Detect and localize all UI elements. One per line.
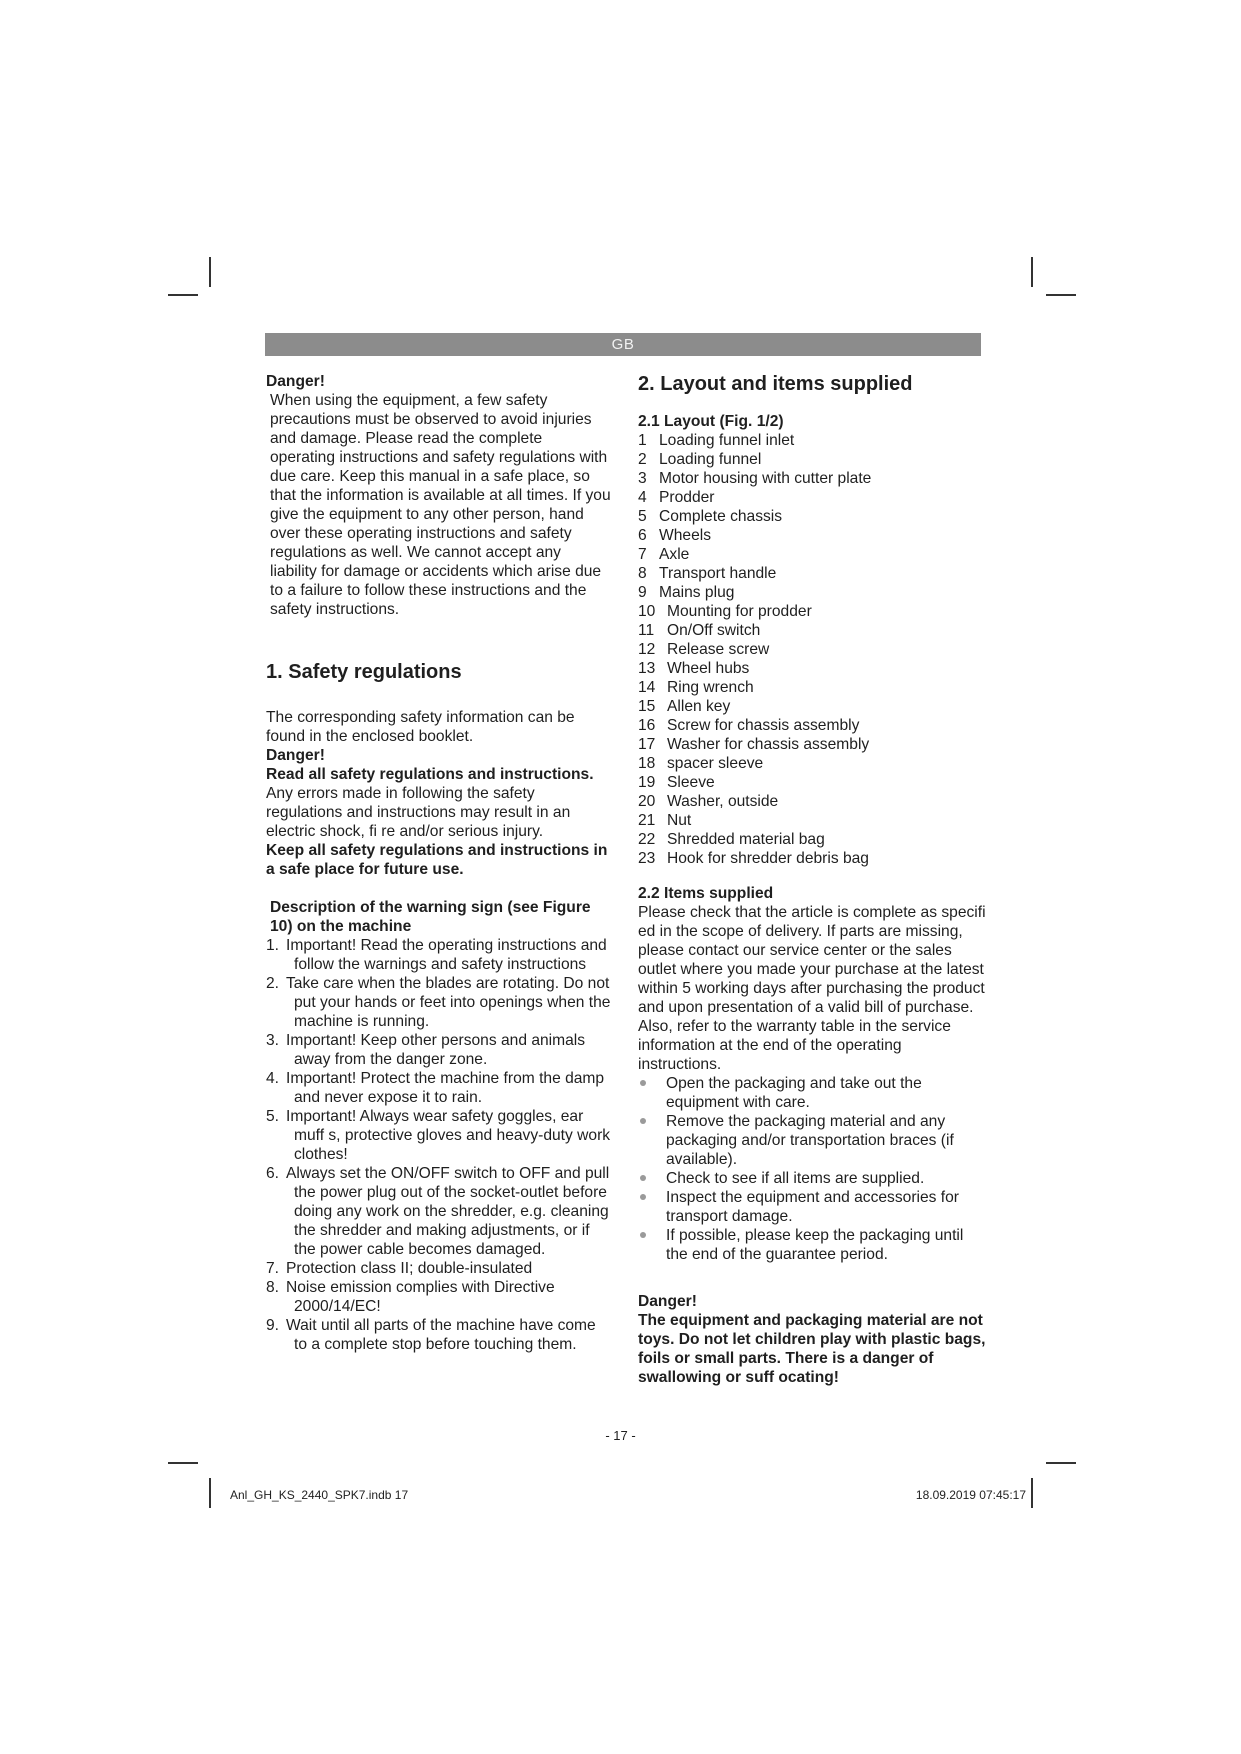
right-column: [638, 372, 988, 1387]
language-header-bar: GB: [265, 333, 981, 356]
list-item: 13 Wheel hubs: [638, 660, 750, 677]
list-item: 5 Complete chassis: [638, 508, 783, 525]
layout-subtitle: 2.1 Layout (Fig. 1/2): [638, 413, 784, 430]
list-item: 17 Washer for chassis assembly: [638, 736, 870, 753]
section-1-title: 1. Safety regulations: [266, 661, 462, 683]
crop-mark: [209, 257, 211, 287]
danger-heading: Danger!: [638, 1293, 697, 1310]
list-item: 2. Take care when the blades are rotating. Do not put your hands or feet into openings when the machine is running.: [266, 975, 611, 1030]
list-item: 4 Prodder: [638, 489, 715, 506]
crop-mark: [1031, 257, 1033, 287]
page-number: - 17 -: [605, 1428, 636, 1443]
danger-heading: Danger!: [266, 373, 325, 390]
crop-mark: [1046, 1462, 1076, 1464]
list-item: 9. Wait until all parts of the machine have come to a complete stop before touching them.: [266, 1317, 596, 1353]
list-item: 8 Transport handle: [638, 565, 777, 582]
items-checklist: [638, 1074, 988, 1264]
list-item: 12 Release screw: [638, 641, 770, 658]
crop-mark: [209, 1478, 211, 1508]
list-item: 15 Allen key: [638, 698, 731, 715]
crop-mark: [168, 294, 198, 296]
crop-mark: [168, 1462, 198, 1464]
list-item: 18 spacer sleeve: [638, 755, 764, 772]
list-item: 1 Loading funnel inlet: [638, 432, 795, 449]
section-2-title: 2. Layout and items supplied: [638, 373, 913, 395]
read-all-instructions: Read all safety regulations and instructions.: [266, 766, 594, 783]
list-item: 8. Noise emission complies with Directive 2000/14/EC!: [266, 1279, 555, 1315]
warning-sign-title: Description of the warning sign (see Figure 10) on the machine: [270, 899, 591, 935]
list-item: 6. Always set the ON/OFF switch to OFF and pull the power plug out of the socket-outlet before doing any work on the shredder, e.g. cleaning the shredder and making adjustments, or if the power cable becomes damaged.: [266, 1165, 610, 1258]
list-item: 2 Loading funnel: [638, 451, 762, 468]
items-supplied-text: Please check that the article is complete as specifi ed in the scope of delivery. If parts are missing, please contact our service center or the sales outlet where you made your purchase at the latest within 5 working days after purchasing the product and upon presentation of a valid bill of purchase. Also, refer to the warranty table in the service information at the end of the operating instructions.: [638, 904, 986, 1073]
errors-warning-text: Any errors made in following the safety regulations and instructions may result in an electric shock, fi re and/or serious injury.: [266, 785, 571, 840]
list-item: 3. Important! Keep other persons and animals away from the danger zone.: [266, 1032, 586, 1068]
list-item: 23 Hook for shredder debris bag: [638, 850, 869, 867]
list-item: 6 Wheels: [638, 527, 711, 544]
items-supplied-subtitle: 2.2 Items supplied: [638, 885, 774, 902]
danger-heading: Danger!: [266, 747, 325, 764]
list-item: 3 Motor housing with cutter plate: [638, 470, 872, 487]
list-item: 7. Protection class II; double-insulated: [266, 1260, 533, 1277]
children-danger-text: The equipment and packaging material are not toys. Do not let children play with plastic bags, foils or small parts. There is a danger of swallowing or suff ocating!: [638, 1312, 986, 1386]
list-item: 7 Axle: [638, 546, 690, 563]
warning-sign-list: [266, 936, 611, 1354]
list-item: 11 On/Off switch: [638, 622, 761, 639]
crop-mark: [1031, 1478, 1033, 1508]
list-item: 19 Sleeve: [638, 774, 715, 791]
list-item: If possible, please keep the packaging until the end of the guarantee period.: [638, 1226, 988, 1264]
list-item: 20 Washer, outside: [638, 793, 779, 810]
list-item: 21 Nut: [638, 812, 692, 829]
danger-intro-text: When using the equipment, a few safety precautions must be observed to avoid injuries and damage. Please read the complete operating instructions and safety regulations with due care. Keep this manual in a safe place, so that the information is available at all times. If you give the equipment to any other person, hand over these operating instructions and safety regulations as well. We cannot accept any liability for damage or accidents which arise due to a failure to follow these instructions and the safety instructions.: [270, 392, 611, 618]
safety-intro-text: The corresponding safety information can be found in the enclosed booklet.: [266, 709, 575, 745]
list-item: 22 Shredded material bag: [638, 831, 825, 848]
list-item: Remove the packaging material and any packaging and/or transportation braces (if available).: [638, 1112, 988, 1169]
list-item: 5. Important! Always wear safety goggles, ear muff s, protective gloves and heavy-duty work clothes!: [266, 1108, 611, 1163]
crop-mark: [1046, 294, 1076, 296]
list-item: Inspect the equipment and accessories for transport damage.: [638, 1188, 988, 1226]
list-item: 9 Mains plug: [638, 584, 735, 601]
parts-list: [638, 431, 988, 868]
list-item: Open the packaging and take out the equipment with care.: [638, 1074, 988, 1112]
left-column: [266, 372, 611, 1354]
footer-file-name: Anl_GH_KS_2440_SPK7.indb 17: [230, 1488, 409, 1502]
list-item: Check to see if all items are supplied.: [638, 1169, 988, 1188]
list-item: 4. Important! Protect the machine from the damp and never expose it to rain.: [266, 1070, 605, 1106]
keep-instructions-text: Keep all safety regulations and instructions in a safe place for future use.: [266, 842, 608, 878]
footer-timestamp: 18.09.2019 07:45:17: [915, 1488, 1026, 1502]
list-item: 10 Mounting for prodder: [638, 603, 812, 620]
list-item: 16 Screw for chassis assembly: [638, 717, 860, 734]
list-item: 1. Important! Read the operating instructions and follow the warnings and safety instructions: [266, 937, 607, 973]
list-item: 14 Ring wrench: [638, 679, 754, 696]
